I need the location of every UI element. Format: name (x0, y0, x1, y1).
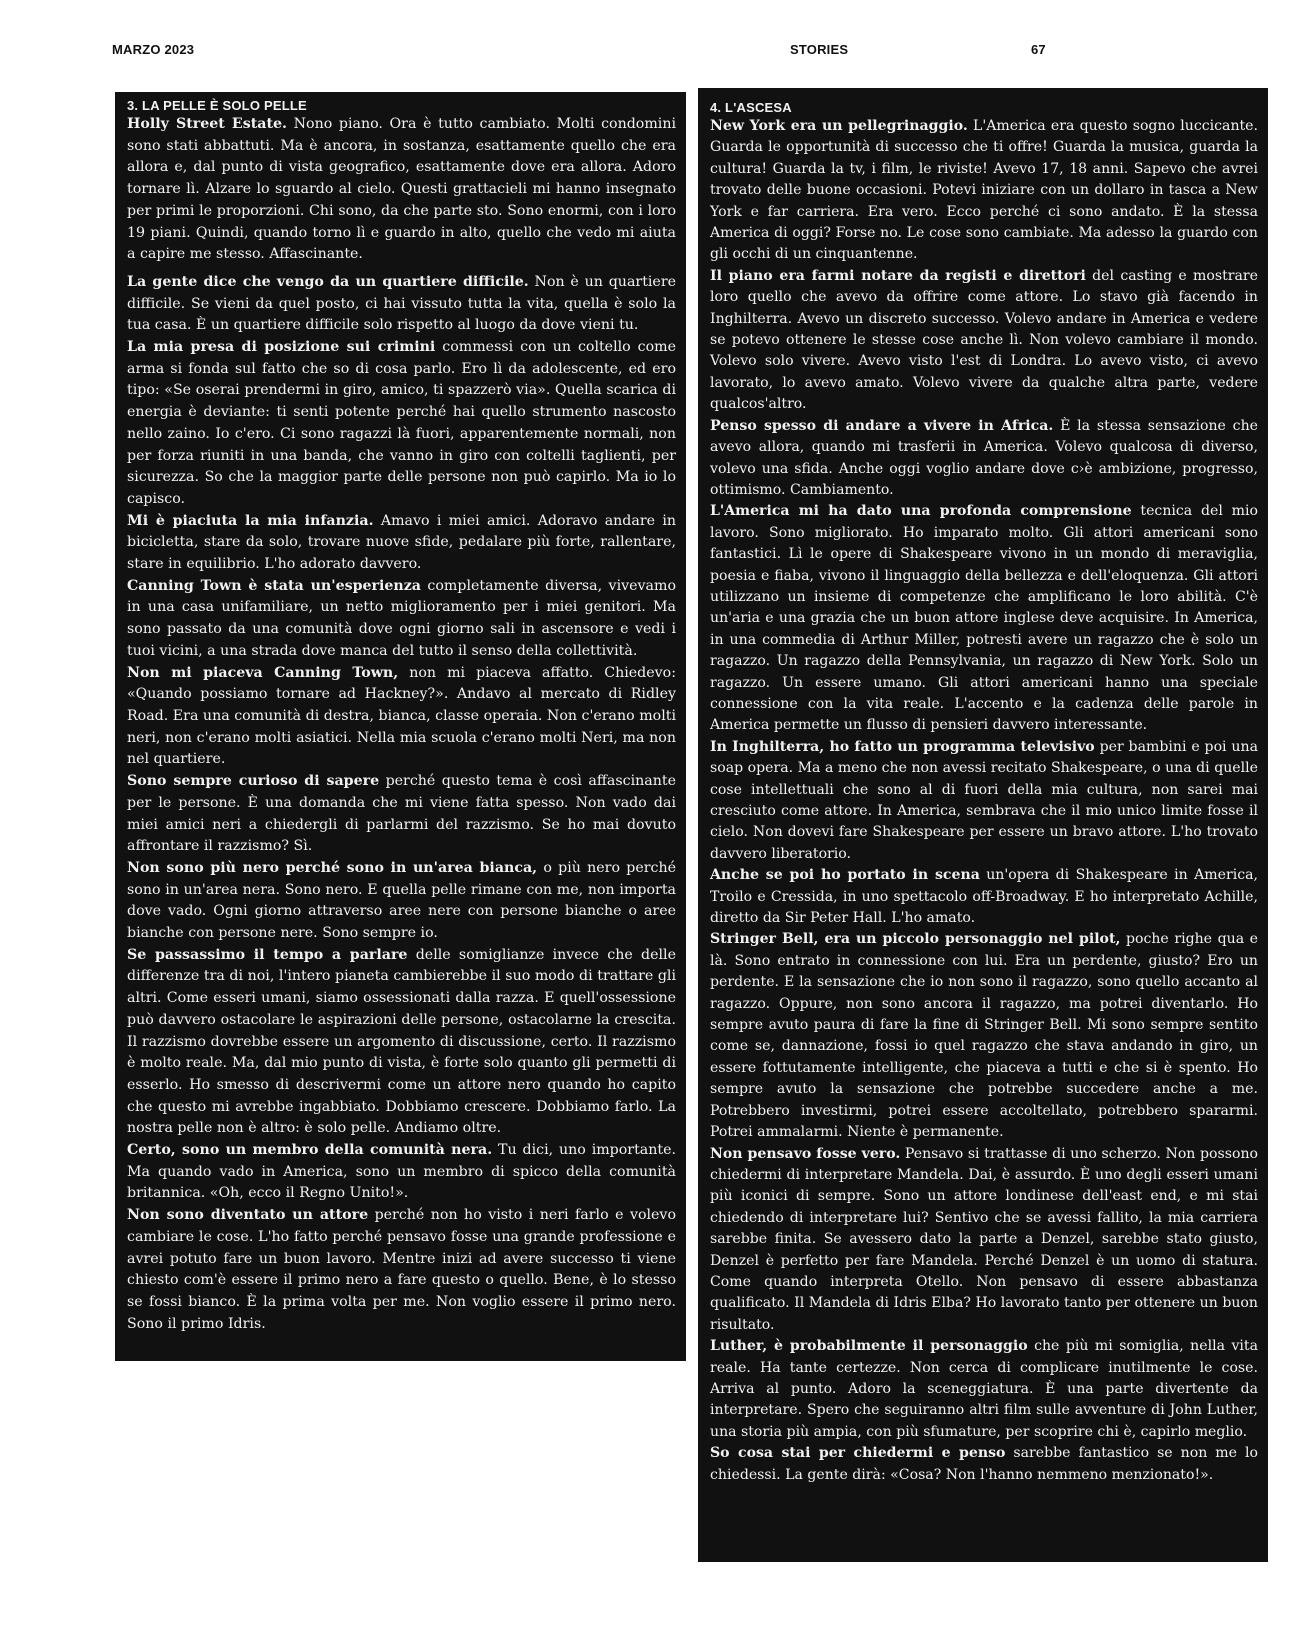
paragraph-lead: L'America mi ha dato una profonda comprensione (710, 503, 1132, 520)
section-title: 4. L'ASCESA (710, 100, 792, 115)
paragraph-text: Nono piano. Ora è tutto cambiato. Molti condomini sono stati abbattuti. Ma è ancora, in sostanza, esattamente quello che era allora e, dal punto di vista geografico, esattamente dove era allora. Adoro tornare lì. Alzare lo sguardo al cielo. Questi grattacieli mi hanno insegnato per primi le proporzioni. Chi sono, da che parte sto. Sono enormi, con i loro 19 piani. Quindi, quando torno lì e guardo in alto, quello che vedo mi aiuta a capire me stesso. Affascinante. (127, 116, 676, 263)
paragraph-lead: New York era un pellegrinaggio. (710, 118, 968, 134)
paragraph-lead: Canning Town è stata un'esperienza (127, 577, 421, 594)
page-number: 67 (1031, 42, 1046, 57)
paragraph-text: È la stessa sensazione che avevo allora, quando mi trasferii in America. Volevo qualcosa di diverso, volevo una sfida. Anche oggi voglio andare dove c›è ambizione, progresso, ottimismo. Cambiamento. (710, 417, 1258, 498)
paragraph-text: un'opera di Shakespeare in America, Troilo e Cressida, in uno spettacolo off-Broadway. E ho interpretato Achille, diretto da Sir Peter Hall. L'ho amato. (710, 867, 1258, 927)
paragraph-text: commessi con un coltello come arma si fonda sul fatto che so di cosa parlo. Ero lì da adolescente, ed ero tipo: «Se oserai prendermi in giro, amico, ti spazzerò via». Quella scarica di energia è deviante: ti senti potente perché hai quello strumento nascosto nello zaino. Io c'ero. Ci sono ragazzi là fuori, apparentemente normali, non per forza riuniti in una banda, che vanno in giro con coltelli taglienti, per sicurezza. So che la maggior parte delle persone non può capirlo. Ma io lo capisco. (127, 339, 676, 507)
paragraph (127, 272, 676, 337)
paragraph-text: sarebbe fantastico se non me lo chiedessi. La gente dirà: «Cosa? Non l'hanno nemmeno menzionato!». (710, 1445, 1258, 1483)
paragraph-lead: Non pensavo fosse vero. (710, 1145, 901, 1162)
paragraph-text: non mi piaceva affatto. Chiedevo: «Quando possiamo tornare ad Hackney?». Andavo al mercato di Ridley Road. Era una comunità di destra, bianca, classe operaia. Non c'erano molti neri, non c'erano molti asiatici. Nella mia scuola c'erano molti Neri, ma non nel quartiere. (127, 664, 676, 768)
paragraph-lead: So cosa stai per chiedermi e penso (710, 1445, 1006, 1462)
paragraph-text: Non è un quartiere difficile. Se vieni da quel posto, ci hai vissuto tutta la vita, quella è solo la tua casa. È un quartiere difficile solo rispetto al luogo da dove vieni tu. (127, 273, 677, 334)
paragraph-text: Pensavo si trattasse di uno scherzo. Non possono chiedermi di interpretare Mandela. Dai, è assurdo. È uno degli esseri umani più iconici di sempre. Sono un attore londinese dell'east end, e mi stai chiedendo di interpretare lui? Sentivo che se avessi fallito, la mia carriera sarebbe finita. Se avessero dato la parte a Denzel, sarebbe stato giusto, Denzel è perfetto per fare Mandela. Perché Denzel è un uomo di statura. Come quando interpreta Otello. Non pensavo di essere abbastanza qualificato. Il Mandela di Idris Elba? Ho lavorato tanto per ottenere un buon risultato. (710, 1145, 1258, 1333)
paragraph-text: perché questo tema è così affascinante per le persone. È una domanda che mi viene fatta spesso. Non vado dai miei amici neri a chiedergli di parlarmi del razzismo. Se ho mai dovuto affrontare il razzismo? Sì. (127, 773, 676, 855)
section-title: 3. LA PELLE È SOLO PELLE (127, 98, 307, 113)
paragraph-text: poche righe qua e là. Sono entrato in connessione con lui. Era un perdente, giusto? Ero un perdente. E la sensazione che io non sono il ragazzo, sono quello accanto al ragazzo. Oppure, non sono ancora il ragazzo, ma potrei diventarlo. Ho sempre avuto paura di fare la fine di Stringer Bell. Mi sono sempre sentito come se, dannazione, fossi io quel ragazzo che stava andando in giro, un essere fottutamente intelligente, che piaceva a tutti e che si è spento. Ho sempre avuto la sensazione che potrebbe succedere anche a me. Potrebbero investirmi, potrei essere accoltellato, potrebbero spararmi. Potrei ammalarmi. Niente è permanente. (710, 931, 1259, 1141)
paragraph (127, 576, 676, 663)
paragraph-lead: Il piano era farmi notare da registi e direttori (710, 267, 1086, 284)
paragraph-lead: Non mi piaceva Canning Town, (127, 664, 399, 681)
paragraph (710, 1336, 1258, 1443)
paragraph-lead: In Inghilterra, ho fatto un programma televisivo (710, 738, 1095, 755)
paragraph (710, 116, 1258, 266)
paragraph (710, 929, 1258, 1143)
article-column-left (115, 92, 686, 1361)
paragraph-text: Tu dici, uno importante. Ma quando vado in America, sono un membro di spicco della comunità britannica. «Oh, ecco il Regno Unito!». (127, 1142, 676, 1202)
paragraph (710, 266, 1258, 416)
paragraph-lead: Non sono più nero perché sono in un'area bianca, (127, 859, 538, 876)
paragraph-text: Amavo i miei amici. Adoravo andare in bicicletta, stare da solo, trovare nuove sfide, pedalare più forte, rallentare, stare in equilibrio. L'ho adorato davvero. (127, 512, 677, 573)
paragraph-lead: Holly Street Estate. (127, 116, 287, 132)
section-name: STORIES (790, 42, 849, 57)
paragraph-text: tecnica del mio lavoro. Sono migliorato. Ho imparato molto. Gli attori americani sono fantastici. Lì le opere di Shakespeare vivono in un mondo di meraviglia, poesia e fiaba, vivono il linguaggio della bellezza e dell'eloquenza. Gli attori utilizzano un insieme di competenze che amplificano le loro abilità. C'è un'aria e una grazia che un buon attore inglese deve acquisire. In America, in una commedia di Arthur Miller, potresti avere un ragazzo che è solo un ragazzo. Un ragazzo della Pennsylvania, un ragazzo di New York. Solo un ragazzo. Un essere umano. Gli attori americani hanno una speciale connessione con la vita reale. L'accento e la cadenza delle parole in America permette un flusso di pensieri davvero interessante. (710, 503, 1258, 734)
page-header (0, 0, 1303, 80)
paragraph (710, 1144, 1258, 1337)
paragraph (127, 858, 676, 945)
paragraph-lead: La mia presa di posizione sui crimini (127, 339, 436, 356)
paragraph (710, 416, 1258, 502)
paragraph-lead: La gente dice che vengo da un quartiere difficile. (127, 273, 529, 290)
paragraph (127, 663, 676, 772)
paragraph (710, 501, 1258, 736)
issue-date: MARZO 2023 (112, 42, 195, 57)
paragraph-lead: Stringer Bell, era un piccolo personaggio nel pilot, (710, 931, 1121, 948)
paragraph-text: perché non ho visto i neri farlo e volevo cambiare le cose. L'ho fatto perché pensavo fosse una grande professione e avrei potuto fare un buon lavoro. Mentre inizi ad avere successo ti viene chiesto com'è essere il primo nero a fare questo o quello. Bene, è lo stesso se fossi bianco. È la prima volta per me. Non voglio essere il primo nero. Sono il primo Idris. (127, 1207, 676, 1332)
paragraph (127, 1205, 676, 1335)
paragraph-lead: Non sono diventato un attore (127, 1207, 369, 1224)
paragraph (127, 337, 676, 511)
paragraph-text: o più nero perché sono in un'area nera. Sono nero. E quella pelle rimane con me, non importa dove vado. Ogni giorno attraverso aree nere con persone bianche o aree bianche con persone nere. Sono sempre io. (127, 859, 676, 942)
paragraph (127, 114, 676, 266)
paragraph-lead: Anche se poi ho portato in scena (710, 867, 980, 884)
paragraph-lead: Penso spesso di andare a vivere in Africa. (710, 417, 1054, 434)
paragraph (127, 945, 676, 1140)
paragraph-text: delle somiglianze invece che delle differenze tra di noi, l'intero pianeta cambierebbe il suo modo di trattare gli altri. Come esseri umani, siamo ossessionati dalla razza. E quell'ossessione può davvero ostacolare le aspirazioni delle persone, ostacolarne la crescita. Il razzismo dovrebbe essere un argomento di discussione, certo. Il razzismo è molto reale. Ma, dal mio punto di vista, è forte solo quanto gli permetti di esserlo. Ho smesso di descrivermi come un attore nero quando ho capito che questo mi avrebbe ingabbiato. Dobbiamo crescere. Dobbiamo farlo. La nostra pelle non è altro: è solo pelle. Andiamo oltre. (127, 946, 676, 1137)
paragraph-lead: Se passassimo il tempo a parlare (127, 946, 408, 963)
paragraph-text: del casting e mostrare loro quello che avevo da offrire come attore. Lo stavo già facendo in Inghilterra. Avevo un discreto successo. Volevo andare in America e vedere se potevo ottenere le stesse cose anche lì. Non volevo cambiare il mondo. Volevo solo vivere. Avevo visto l'est di Londra. Lo avevo visto, ci avevo lavorato, lo avevo amato. Volevo vivere da qualche altra parte, vedere qualcos'altro. (710, 267, 1258, 413)
paragraph-lead: Mi è piaciuta la mia infanzia. (127, 512, 374, 529)
paragraph-lead: Sono sempre curioso di sapere (127, 773, 380, 790)
paragraph (710, 865, 1258, 929)
paragraph-text: L'America era questo sogno luccicante. Guarda le opportunità di successo che ti offre! Guarda la musica, guarda la cultura! Guarda la tv, i film, le riviste! Avevo 17, 18 anni. Sapevo che avrei trovato delle buone occasioni. Potevi iniziare con un dollaro in tasca a New York e far carriera. Era vero. Ecco perché ci sono andato. È la stessa America di oggi? Forse no. Le cose sono cambiate. Ma adesso la guardo con gli occhi di un cinquantenne. (710, 118, 1258, 263)
paragraph-lead: Certo, sono un membro della comunità nera. (127, 1142, 493, 1159)
paragraph (127, 511, 676, 576)
paragraph-text: per bambini e poi una soap opera. Ma a meno che non avessi recitato Shakespeare, o una di quelle cose intellettuali che sono al di fuori della mia cultura, non sarei mai cresciuto come attore. In America, sembrava che il mio unico limite fosse il cielo. Non dovevi fare Shakespeare per essere un bravo attore. L'ho trovato davvero liberatorio. (710, 738, 1258, 862)
paragraph (127, 1140, 676, 1205)
paragraph-lead: Luther, è probabilmente il personaggio (710, 1338, 1028, 1355)
paragraph-text: completamente diversa, vivevamo in una casa unifamiliare, un netto miglioramento per i miei genitori. Ma sono passato da una comunità dove ogni giorno sali in ascensore e vedi i tuoi vicini, a una strada dove manca del tutto il senso della collettività. (127, 577, 676, 659)
paragraph (127, 771, 676, 858)
article-column-right (698, 88, 1268, 1562)
paragraph-text: che più mi somiglia, nella vita reale. Ha tante certezze. Non cerca di complicare inutilmente le cose. Arriva al punto. Adoro la sceneggiatura. È una parte divertente da interpretare. Spero che seguiranno altri film sulle avventure di John Luther, una storia più ampia, con più sfumature, per scoprire chi è, capirlo meglio. (710, 1338, 1258, 1440)
paragraph (710, 1443, 1258, 1486)
paragraph (710, 737, 1258, 865)
